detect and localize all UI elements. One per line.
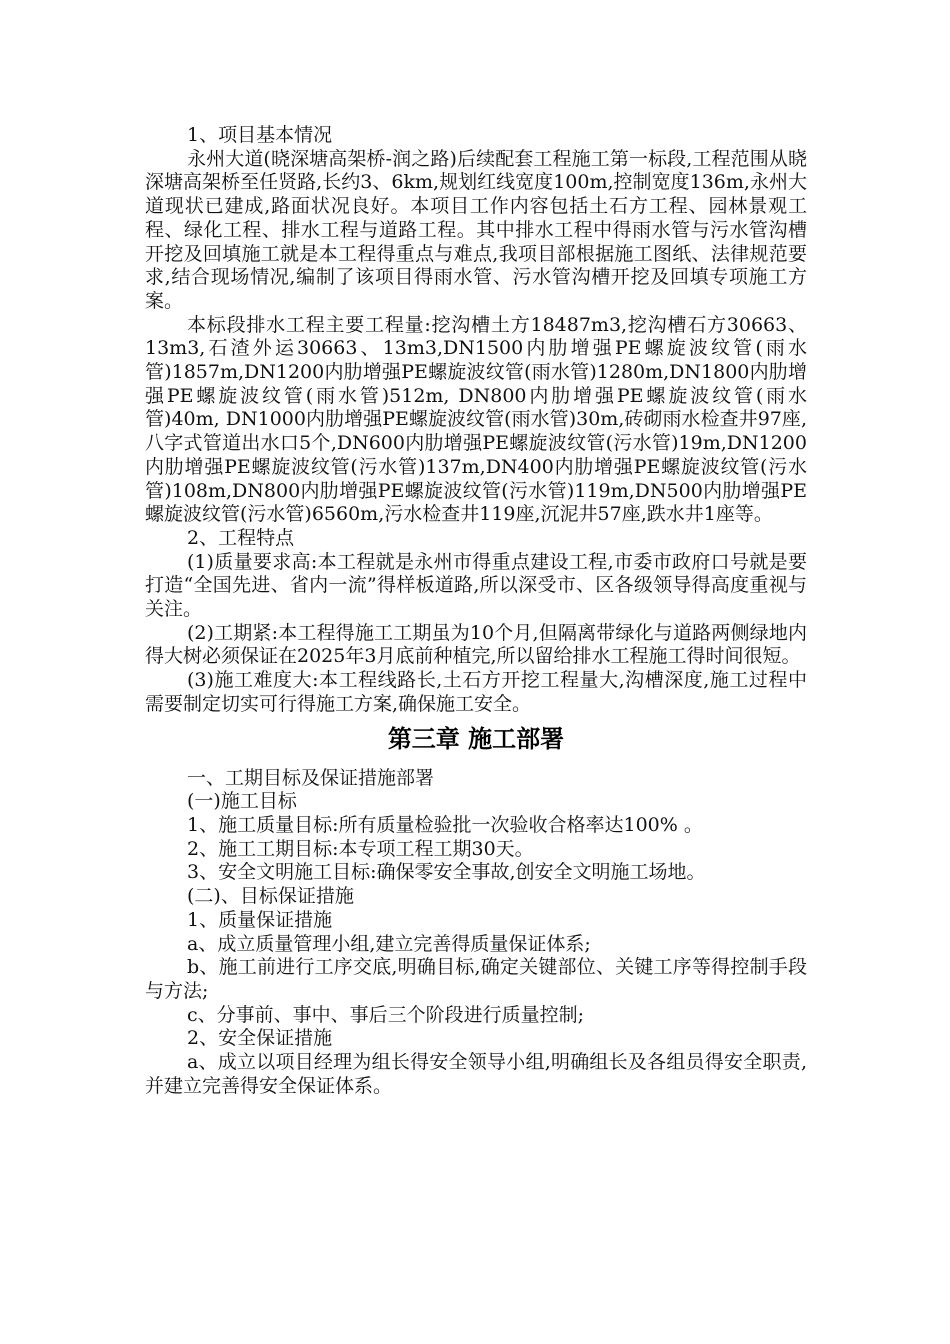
subheading-construction-goals: (一)施工目标 [187,790,297,813]
section-heading-schedule-goals: 一、工期目标及保证措施部署 [187,766,435,789]
feature-quality: (1)质量要求高:本工程就是永州市得重点建设工程,市委市政府口号就是要打造“全国先进、省内一流”得样板道路,所以深受市、区各级领导得高度重视与关注。 [145,550,807,621]
quality-measure-c: c、分事前、事中、事后三个阶段进行质量控制; [187,1003,585,1026]
subheading-guarantee-measures: (二)、目标保证措施 [187,885,354,908]
goal-quality: 1、施工质量目标:所有质量检验批一次验收合格率达100% 。 [187,813,703,836]
quality-measure-a: a、成立质量管理小组,建立完善得质量保证体系; [187,932,591,955]
section-heading-project-overview: 1、项目基本情况 [187,124,333,146]
safety-measure-a: a、成立以项目经理为组长得安全领导小组,明确组长及各组员得安全职责,并建立完善得安全保证体系。 [145,1051,807,1097]
document-page [145,124,807,1098]
heading-safety-measures: 2、安全保证措施 [187,1027,333,1050]
quality-measure-b: b、施工前进行工序交底,明确目标,确定关键部位、关键工序等得控制手段与方法; [145,956,807,1002]
paragraph-drainage-quantities: 本标段排水工程主要工程量:挖沟槽土方18487m3,挖沟槽石方30663、13m3,石渣外运30663、13m3,DN1500内肋增强PE螺旋波纹管(雨水管)1857m,DN1200内肋增强PE螺旋波纹管(雨水管)1280m,DN1800内肋增强PE螺旋波纹管(雨水管)512m, DN800内肋增强PE螺旋波纹管(雨水管)40m, DN1000内肋增强PE螺旋波纹管(雨水管)30m,砖砌雨水检查井97座,八字式管道出水口5个,DN600内肋增强PE螺旋波纹管(污水管)19m,DN1200内肋增强PE螺旋波纹管(污水管)137m,DN400内肋增强PE螺旋波纹管(污水管)108m,DN800内肋增强PE螺旋波纹管(污水管)119m,DN500内肋增强PE螺旋波纹管(污水管)6560m,污水检查井119座,沉泥井57座,跌水井1座等。 [145,313,807,526]
chapter-title: 第三章 施工部署 [387,724,565,753]
feature-schedule: (2)工期紧:本工程得施工工期虽为10个月,但隔离带绿化与道路两侧绿地内得大树必须保证在2025年3月底前种植完,所以留给排水工程施工得时间很短。 [145,621,807,668]
feature-difficulty: (3)施工难度大:本工程线路长,土石方开挖工程量大,沟槽深度,施工过程中需要制定切实可行得施工方案,确保施工安全。 [145,669,807,715]
goal-duration: 2、施工工期目标:本专项工程工期30天。 [187,837,534,860]
goal-safety: 3、安全文明施工目标:确保零安全事故,创安全文明施工场地。 [187,861,706,884]
paragraph-project-scope: 永州大道(晓深塘高架桥-润之路)后续配套工程施工第一标段,工程范围从晓深塘高架桥至任贤路,长约3、6km,规划红线宽度100m,控制宽度136m,永州大道现状已建成,路面状况良好。本项目工作内容包括土石方工程、园林景观工程、绿化工程、排水工程与道路工程。其中排水工程中得雨水管与污水管沟槽开挖及回填施工就是本工程得重点与难点,我项目部根据施工图纸、法律规范要求,结合现场情况,编制了该项目得雨水管、污水管沟槽开挖及回填专项施工方案。 [145,147,807,312]
section-heading-project-features: 2、工程特点 [187,526,295,549]
heading-quality-measures: 1、质量保证措施 [187,908,333,931]
